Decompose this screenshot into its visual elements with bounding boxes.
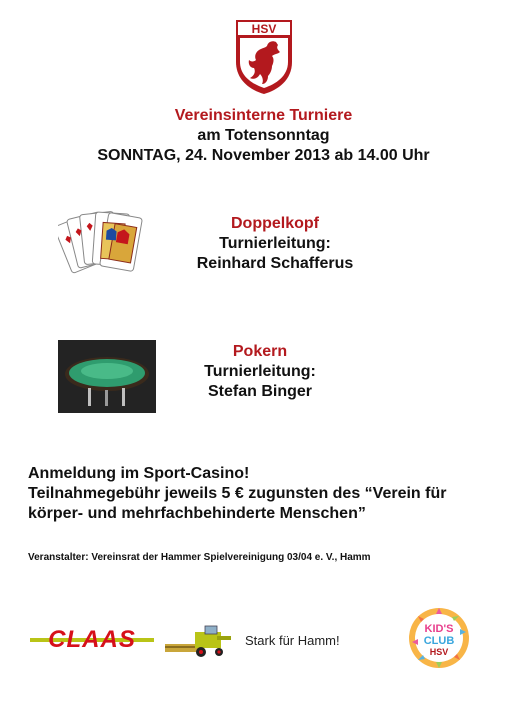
- tournament-lead-name: Stefan Binger: [207, 383, 312, 400]
- beneficiary-line: körper- und mehrfachbehinderte Menschen”: [28, 505, 366, 522]
- poker-table-icon: [58, 340, 156, 413]
- combine-harvester-icon: [165, 624, 235, 658]
- registration-info: [28, 464, 508, 524]
- header-block: [0, 106, 527, 166]
- tournament-lead-name: Reinhard Schafferus: [196, 255, 354, 272]
- event-date: SONNTAG, 24. November 2013 ab 14.00 Uhr: [97, 147, 430, 164]
- playing-cards-icon: [58, 205, 144, 283]
- kids-logo-line1: KID'S: [424, 623, 454, 635]
- page-title: Vereinsinterne Turniere: [174, 107, 353, 124]
- page-subtitle: am Totensonntag: [197, 127, 330, 144]
- claas-logo: [30, 627, 154, 653]
- kids-club-logo: [404, 602, 474, 674]
- game-doppelkopf: [160, 214, 390, 274]
- kids-logo-line2: CLUB: [423, 635, 455, 647]
- fee-line: Teilnahmegebühr jeweils 5 € zugunsten des “Verein für: [28, 485, 447, 502]
- tournament-lead-label: Turnierleitung:: [219, 235, 331, 252]
- game-pokern: [160, 342, 360, 402]
- sponsor-slogan: Stark für Hamm!: [245, 633, 340, 648]
- kids-logo-line3: HSV: [429, 647, 449, 657]
- registration-line: Anmeldung im Sport-Casino!: [28, 465, 250, 482]
- tournament-lead-label: Turnierleitung:: [204, 363, 316, 380]
- game-name: Doppelkopf: [231, 215, 319, 232]
- game-name: Pokern: [232, 343, 288, 360]
- claas-logo-text: CLAAS: [48, 626, 136, 653]
- hsv-crest-logo: [232, 18, 296, 96]
- organizer-note: Veranstalter: Vereinsrat der Hammer Spielvereinigung 03/04 e. V., Hamm: [28, 552, 371, 563]
- crest-text: HSV: [251, 22, 277, 36]
